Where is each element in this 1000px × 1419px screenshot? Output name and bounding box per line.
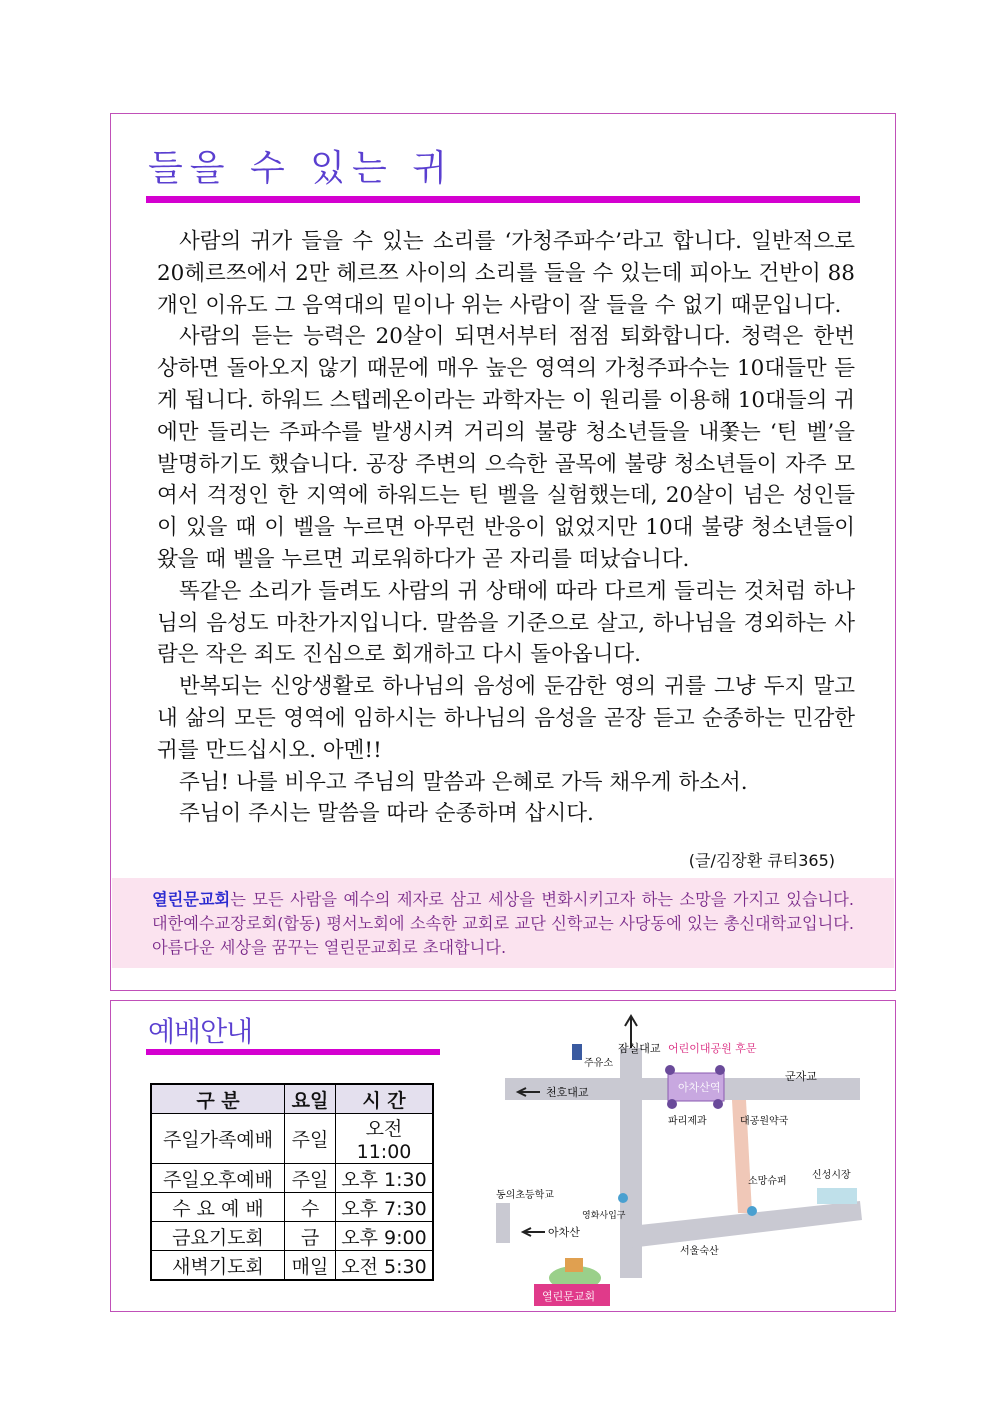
article-title: 들을 수 있는 귀 <box>148 148 454 189</box>
article-body <box>157 226 855 830</box>
label-church: 열린문교회 <box>542 1290 596 1303</box>
cell-service: 새벽기도회 <box>151 1251 285 1281</box>
table-row <box>151 1114 433 1164</box>
article-paragraph: 똑같은 소리가 들려도 사람의 귀 상태에 따라 다르게 들리는 것처럼 하나님의 음성도 마찬가지입니다. 말씀을 기준으로 살고, 하나님을 경외하는 사람은 작은 죄도 진심으로 회개하고 다시 돌아옵니다. <box>157 578 855 668</box>
cell-service: 주일오후예배 <box>151 1164 285 1193</box>
bus-stop-icon <box>747 1206 757 1216</box>
church-building-icon <box>565 1258 583 1272</box>
header-time: 시 간 <box>336 1084 434 1114</box>
arrow-left-icon <box>523 1228 545 1236</box>
cell-day: 주일 <box>285 1114 336 1164</box>
church-intro <box>112 878 894 968</box>
cell-day: 주일 <box>285 1164 336 1193</box>
label-somang: 소망슈퍼 <box>748 1176 787 1187</box>
title-underline <box>146 196 860 203</box>
article-paragraph: 사람의 듣는 능력은 20살이 되면서부터 점점 퇴화합니다. 청력은 한번 상하면 돌아오지 않기 때문에 매우 높은 영역의 가청주파수는 10대들만 듣게 됩니다. 하워드 스텝레온이라는 과학자는 이 원리를 이용해 10대들의 귀에만 들리는 주파수를 발생시켜 거리의 불량 청소년들을 내쫓는 ‘틴 벨’을 발명하기도 했습니다. 공장 주변의 으슥한 골목에 불량 청소년들이 자주 모여서 걱정인 한 지역에 하워드는 틴 벨을 실험했는데, 20살이 넘은 성인들이 있을 때 이 벨을 누르면 아무런 반응이 없었지만 10대 불량 청소년들이 왔을 때 벨을 누르면 괴로워하다가 곧 자리를 떠났습니다. <box>157 324 856 572</box>
cell-time: 오전11:00 <box>336 1114 434 1164</box>
church-location-map <box>490 1008 870 1308</box>
exit-marker <box>715 1065 725 1075</box>
article-paragraph: 주님! 나를 비우고 주님의 말씀과 은혜로 가득 채우게 하소서. <box>179 769 748 795</box>
cell-time: 오후 1:30 <box>336 1164 434 1193</box>
label-dongui: 동의초등학교 <box>496 1190 554 1201</box>
label-cheonho: 천호대교 <box>546 1086 589 1099</box>
cell-day: 수 <box>285 1193 336 1222</box>
cell-time: 오후 7:30 <box>336 1193 434 1222</box>
cell-service: 수 요 예 배 <box>151 1193 285 1222</box>
label-sinseong: 신성시장 <box>812 1170 851 1181</box>
gas-station-icon <box>572 1044 582 1060</box>
article-paragraph: 반복되는 신앙생활로 하나님의 음성에 둔감한 영의 귀를 그냥 두지 말고 내 삶의 모든 영역에 임하시는 하나님의 음성을 곧장 듣고 순종하는 민감한 귀를 만드십시오. 아멘!! <box>157 674 855 763</box>
table-row <box>151 1251 433 1281</box>
article-paragraph: 주님이 주시는 말씀을 따라 순종하며 삽시다. <box>179 801 594 827</box>
label-gas: 주유소 <box>584 1058 613 1069</box>
label-jamsil: 잠실대교 <box>618 1042 661 1055</box>
table-row <box>151 1222 433 1251</box>
label-achasan-station: 아차산역 <box>678 1081 721 1094</box>
exit-marker <box>667 1099 677 1109</box>
label-yeonghwa: 영화사입구 <box>582 1211 626 1221</box>
label-achasan: 아차산 <box>548 1226 580 1239</box>
cell-time: 오전 5:30 <box>336 1251 434 1281</box>
table-row <box>151 1164 433 1193</box>
worship-schedule-table <box>150 1083 434 1281</box>
cell-service: 주일가족예배 <box>151 1114 285 1164</box>
cell-day: 금 <box>285 1222 336 1251</box>
cell-time: 오후 9:00 <box>336 1222 434 1251</box>
table-header-row <box>151 1084 433 1114</box>
church-name: 열린문교회 <box>152 890 231 909</box>
sinseong-market-block <box>817 1188 857 1204</box>
label-seoulsuksan: 서울숙산 <box>680 1246 719 1257</box>
label-pharmacy: 대공원약국 <box>740 1116 789 1127</box>
worship-title-underline <box>146 1049 440 1055</box>
church-intro-text: 는 모든 사람을 예수의 제자로 삼고 세상을 변화시키고자 하는 소망을 가지고 있습니다. 대한예수교장로회(합동) 평서노회에 소속한 교회로 교단 신학교는 사당동에 있는 총신대학교입니다. 아름다운 세상을 꿈꾸는 열린문교회로 초대합니다. <box>152 890 854 957</box>
road-left-stub <box>496 1203 510 1243</box>
worship-title: 예배안내 <box>148 1015 253 1048</box>
exit-marker <box>665 1065 675 1075</box>
header-day: 요일 <box>285 1084 336 1114</box>
label-paris: 파리제과 <box>668 1116 707 1127</box>
bus-stop-icon <box>618 1193 628 1203</box>
cell-day: 매일 <box>285 1251 336 1281</box>
article-paragraph: 사람의 귀가 들을 수 있는 소리를 ‘가청주파수’라고 합니다. 일반적으로 20헤르쯔에서 2만 헤르쯔 사이의 소리를 들을 수 있는데 피아노 건반이 88개인 이유도 그 음역대의 밑이나 위는 사람이 잘 들을 수 없기 때문입니다. <box>157 229 855 318</box>
label-childpark: 어린이대공원 후문 <box>668 1042 757 1055</box>
cell-service: 금요기도회 <box>151 1222 285 1251</box>
table-row <box>151 1193 433 1222</box>
label-gunja: 군자교 <box>785 1070 817 1083</box>
header-category: 구 분 <box>151 1084 285 1114</box>
exit-marker <box>713 1099 723 1109</box>
article-credit: (글/김장환 큐티365) <box>688 851 835 870</box>
